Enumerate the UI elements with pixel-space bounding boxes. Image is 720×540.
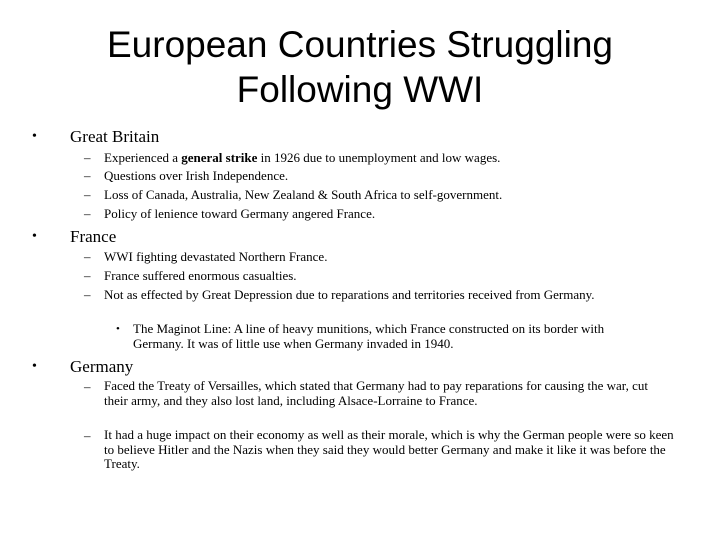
dash-icon: –: [84, 428, 91, 443]
dash-icon: –: [84, 150, 91, 165]
bullet-icon: •: [32, 229, 37, 244]
list-item-de-1: Faced the Treaty of Versailles, which stated that Germany had to pay reparations for causing the war, cut their army, and they also lost land, including Alsace-Lorraine to France.: [104, 378, 648, 408]
list-item-gb-1: Experienced a general strike in 1926 due to unemployment and low wages.: [104, 150, 501, 165]
list-item-de-2: It had a huge impact on their economy as well as their morale, which is why the German people were so keen to believe Hitler and the Nazis when they said they would better Germany and make it like it was before the Treaty.: [104, 427, 674, 471]
slide-title-line-1: European Countries Struggling: [107, 24, 613, 65]
bullet-icon: •: [32, 129, 37, 144]
dash-icon: –: [84, 168, 91, 183]
section-heading-germany: Germany: [70, 357, 134, 376]
sub-item-maginot-line: The Maginot Line: A line of heavy munitions, which France constructed on its border with Germany. It was of little use when Germany invaded in 1940.: [133, 321, 605, 351]
list-item-fr-1: WWI fighting devastated Northern France.: [104, 249, 328, 264]
list-item-gb-4: Policy of lenience toward Germany angered France.: [104, 206, 376, 221]
list-item-fr-2: France suffered enormous casualties.: [104, 268, 297, 283]
dash-icon: –: [84, 268, 91, 283]
dash-icon: –: [84, 187, 91, 202]
dash-icon: –: [84, 206, 91, 221]
dash-icon: –: [84, 249, 91, 264]
dash-icon: –: [84, 379, 91, 394]
list-item-gb-2: Questions over Irish Independence.: [104, 168, 289, 183]
section-heading-great-britain: Great Britain: [70, 127, 160, 146]
dash-icon: –: [84, 287, 91, 302]
bullet-icon: •: [32, 359, 37, 374]
bullet-icon: •: [116, 323, 120, 335]
slide-title-line-2: Following WWI: [236, 69, 484, 110]
list-item-gb-3: Loss of Canada, Australia, New Zealand & South Africa to self-government.: [104, 187, 503, 202]
section-heading-france: France: [70, 227, 117, 246]
list-item-fr-3: Not as effected by Great Depression due to reparations and territories received from Germany.: [104, 287, 595, 302]
